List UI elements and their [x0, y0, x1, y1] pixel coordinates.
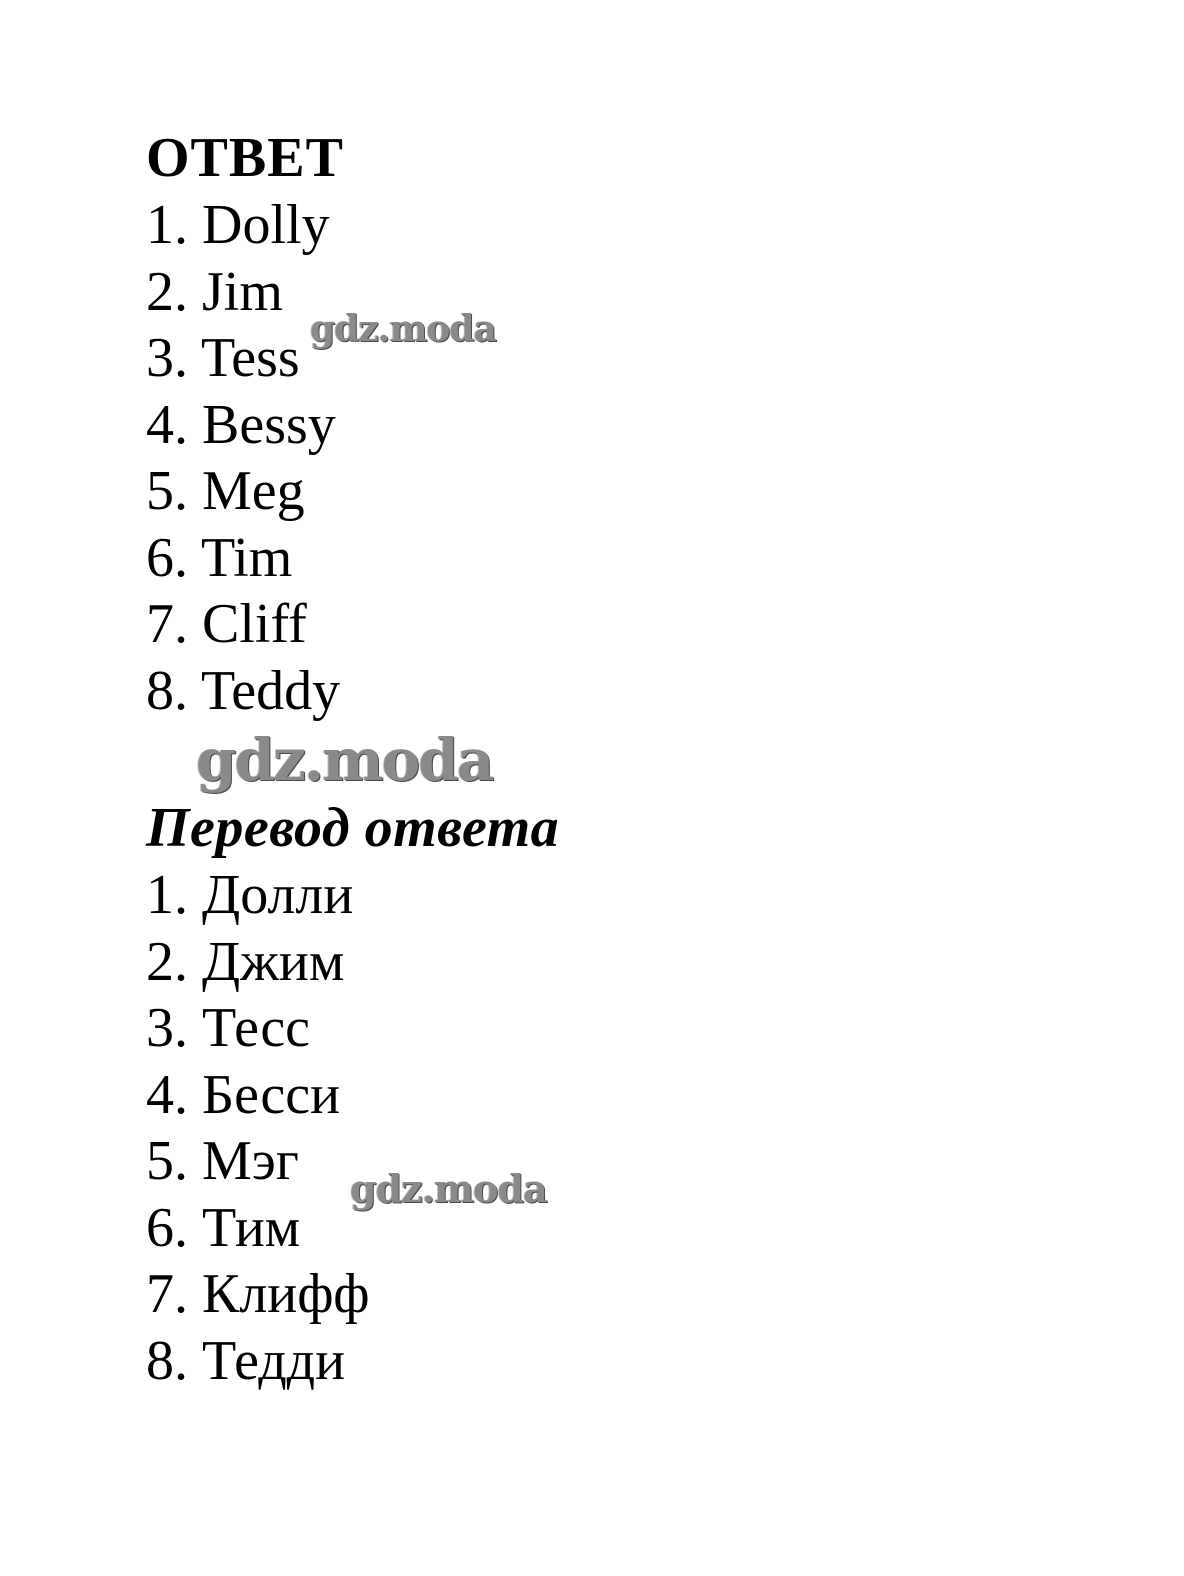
translation-item: 7. Клифф	[146, 1263, 370, 1325]
translation-heading: Перевод ответа	[146, 797, 560, 859]
answer-item: 1. Dolly	[146, 194, 330, 256]
watermark: gdz.moda	[350, 1166, 547, 1211]
answer-item: 8. Teddy	[146, 659, 341, 722]
answer-item: 4. Bessy	[146, 393, 336, 456]
answer-item: 5. Meg	[146, 460, 305, 522]
answer-list	[146, 192, 846, 724]
answer-heading: ОТВЕТ	[146, 127, 344, 189]
translation-item: 1. Долли	[146, 864, 354, 926]
answer-item: 2. Jim	[146, 260, 283, 323]
watermark: gdz.moda	[310, 308, 496, 350]
watermark: gdz.moda	[196, 726, 493, 794]
answer-item: 6. Tim	[146, 526, 293, 589]
translation-item: 5. Мэг	[146, 1130, 299, 1192]
translation-item: 2. Джим	[146, 930, 345, 993]
translation-item: 4. Бесси	[146, 1063, 341, 1126]
translation-item: 3. Тесс	[146, 997, 311, 1059]
translation-item: 8. Тедди	[146, 1329, 346, 1392]
answer-item: 3. Tess	[146, 327, 300, 389]
answer-item: 7. Cliff	[146, 593, 307, 655]
translation-item: 6. Тим	[146, 1196, 301, 1259]
translation-list	[146, 862, 846, 1394]
